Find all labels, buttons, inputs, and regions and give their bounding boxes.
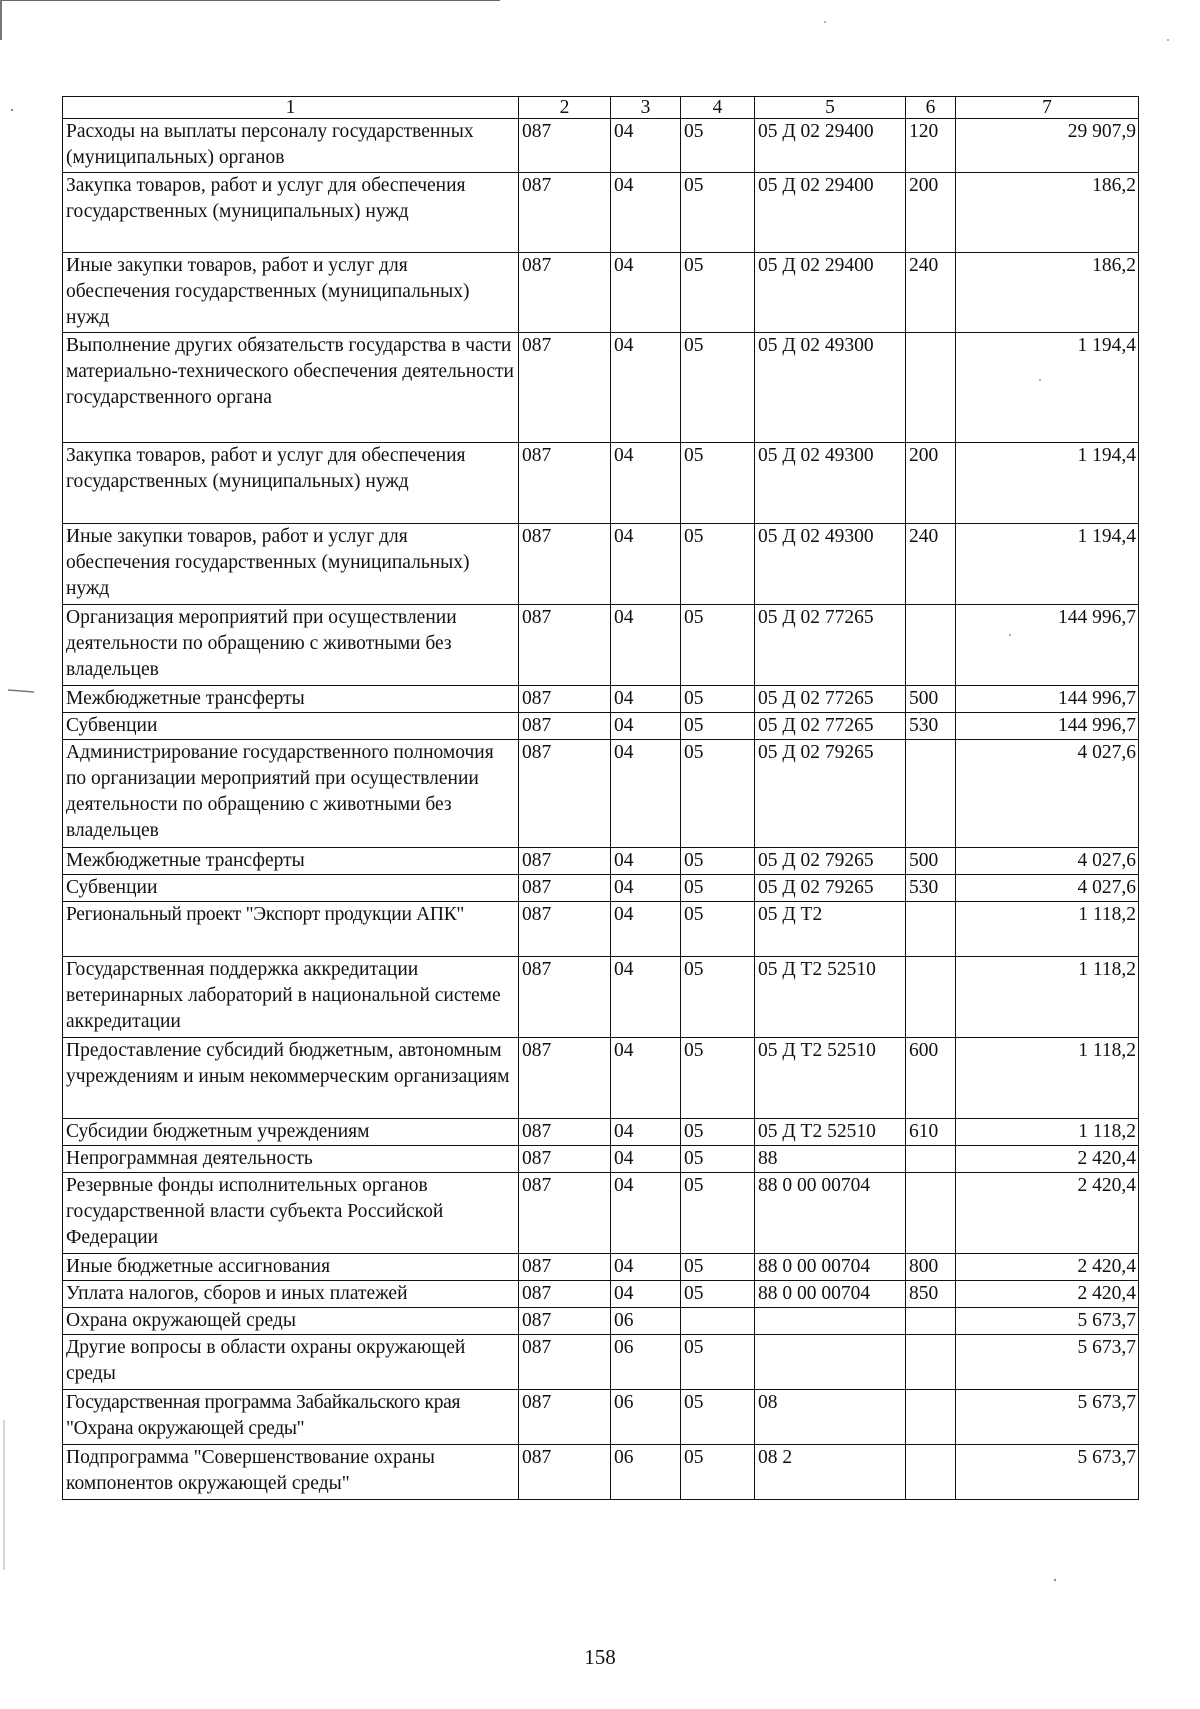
subsection-code-cell: 05 [681,1038,755,1119]
section-code-cell: 04 [611,333,681,443]
row-name-cell: Субвенции [63,875,519,902]
expense-type-cell [906,1390,956,1445]
ministry-code-cell: 087 [519,713,611,740]
table-row [63,173,1139,253]
expense-type-cell: 200 [906,443,956,524]
section-code-cell: 04 [611,524,681,605]
target-article-cell: 05 Д 02 49300 [755,524,906,605]
table-row [63,119,1139,173]
row-name-cell: Иные закупки товаров, работ и услуг для обеспечения государственных (муниципальных) нужд [63,524,519,605]
amount-cell: 1 194,4 [956,443,1139,524]
table-row [63,848,1139,875]
amount-cell: 2 420,4 [956,1173,1139,1254]
ministry-code-cell: 087 [519,957,611,1038]
table-row [63,1390,1139,1445]
amount-cell: 1 194,4 [956,333,1139,443]
row-name-cell: Субвенции [63,713,519,740]
row-name-cell: Резервные фонды исполнительных органов государственной власти субъекта Российской Федерации [63,1173,519,1254]
ministry-code-cell: 087 [519,848,611,875]
target-article-cell: 08 [755,1390,906,1445]
amount-cell: 186,2 [956,173,1139,253]
amount-cell: 5 673,7 [956,1445,1139,1500]
row-name-cell: Другие вопросы в области охраны окружающей среды [63,1335,519,1390]
subsection-code-cell: 05 [681,1335,755,1390]
expense-type-cell [906,902,956,957]
expense-type-cell: 240 [906,524,956,605]
amount-cell: 5 673,7 [956,1308,1139,1335]
amount-cell: 1 194,4 [956,524,1139,605]
target-article-cell [755,1308,906,1335]
expense-type-cell: 240 [906,253,956,333]
section-code-cell: 06 [611,1390,681,1445]
table-row [63,443,1139,524]
target-article-cell: 05 Д 02 29400 [755,253,906,333]
section-code-cell: 04 [611,119,681,173]
table-row [63,686,1139,713]
expense-type-cell [906,333,956,443]
row-name-cell: Межбюджетные трансферты [63,686,519,713]
row-name-cell: Охрана окружающей среды [63,1308,519,1335]
target-article-cell: 05 Д Т2 52510 [755,1119,906,1146]
row-name-cell: Региональный проект "Экспорт продукции АПК" [63,902,519,957]
table-row [63,957,1139,1038]
ministry-code-cell: 087 [519,1119,611,1146]
expense-type-cell [906,957,956,1038]
ministry-code-cell: 087 [519,1038,611,1119]
scan-speck [824,21,826,23]
subsection-code-cell: 05 [681,1445,755,1500]
row-name-cell: Подпрограмма "Совершенствование охраны компонентов окружающей среды" [63,1445,519,1500]
ministry-code-cell: 087 [519,902,611,957]
row-name-cell: Государственная поддержка аккредитации ветеринарных лабораторий в национальной системе аккредитации [63,957,519,1038]
table-row [63,1173,1139,1254]
amount-cell: 144 996,7 [956,713,1139,740]
expense-type-cell: 500 [906,686,956,713]
target-article-cell [755,1335,906,1390]
amount-cell: 144 996,7 [956,605,1139,686]
ministry-code-cell: 087 [519,875,611,902]
subsection-code-cell: 05 [681,1390,755,1445]
budget-table [62,96,1139,1500]
subsection-code-cell: 05 [681,1281,755,1308]
ministry-code-cell: 087 [519,740,611,848]
section-code-cell: 04 [611,686,681,713]
column-header: 4 [681,97,755,119]
target-article-cell: 05 Д 02 29400 [755,173,906,253]
target-article-cell: 05 Д 02 79265 [755,875,906,902]
expense-type-cell [906,1173,956,1254]
section-code-cell: 04 [611,713,681,740]
row-name-cell: Непрограммная деятельность [63,1146,519,1173]
subsection-code-cell: 05 [681,902,755,957]
row-name-cell: Иные бюджетные ассигнования [63,1254,519,1281]
target-article-cell: 05 Д Т2 52510 [755,1038,906,1119]
section-code-cell: 04 [611,848,681,875]
column-header: 1 [63,97,519,119]
amount-cell: 2 420,4 [956,1146,1139,1173]
section-code-cell: 04 [611,605,681,686]
column-header: 3 [611,97,681,119]
table-row [63,605,1139,686]
table-row [63,875,1139,902]
subsection-code-cell: 05 [681,1146,755,1173]
amount-cell: 4 027,6 [956,875,1139,902]
expense-type-cell [906,1146,956,1173]
row-name-cell: Администрирование государственного полномочия по организации мероприятий при осуществлении деятельности по обращению с животными без владельцев [63,740,519,848]
page-number: 158 [584,1645,616,1669]
section-code-cell: 06 [611,1335,681,1390]
amount-cell: 2 420,4 [956,1254,1139,1281]
column-header: 6 [906,97,956,119]
ministry-code-cell: 087 [519,524,611,605]
expense-type-cell [906,1308,956,1335]
ministry-code-cell: 087 [519,119,611,173]
subsection-code-cell: 05 [681,1254,755,1281]
section-code-cell: 04 [611,1119,681,1146]
section-code-cell: 04 [611,740,681,848]
row-name-cell: Межбюджетные трансферты [63,848,519,875]
target-article-cell: 05 Д 02 79265 [755,740,906,848]
table-row [63,333,1139,443]
ministry-code-cell: 087 [519,1390,611,1445]
section-code-cell: 04 [611,902,681,957]
expense-type-cell: 530 [906,713,956,740]
section-code-cell: 04 [611,443,681,524]
subsection-code-cell: 05 [681,333,755,443]
subsection-code-cell: 05 [681,1173,755,1254]
column-header: 5 [755,97,906,119]
table-row [63,1281,1139,1308]
target-article-cell: 05 Д 02 29400 [755,119,906,173]
amount-cell: 5 673,7 [956,1335,1139,1390]
row-name-cell: Предоставление субсидий бюджетным, автономным учреждениям и иным некоммерческим организациям [63,1038,519,1119]
section-code-cell: 04 [611,173,681,253]
subsection-code-cell: 05 [681,1119,755,1146]
target-article-cell: 05 Д 02 79265 [755,848,906,875]
target-article-cell: 08 2 [755,1445,906,1500]
amount-cell: 186,2 [956,253,1139,333]
expense-type-cell [906,1445,956,1500]
table-row [63,253,1139,333]
section-code-cell: 06 [611,1308,681,1335]
expense-type-cell: 530 [906,875,956,902]
subsection-code-cell [681,1308,755,1335]
amount-cell: 5 673,7 [956,1390,1139,1445]
ministry-code-cell: 087 [519,443,611,524]
table-row [63,713,1139,740]
target-article-cell: 88 0 00 00704 [755,1281,906,1308]
row-name-cell: Выполнение других обязательств государства в части материально-технического обеспечения деятельности государственного органа [63,333,519,443]
row-name-cell: Организация мероприятий при осуществлении деятельности по обращению с животными без владельцев [63,605,519,686]
expense-type-cell [906,605,956,686]
table-row [63,524,1139,605]
amount-cell: 4 027,6 [956,740,1139,848]
amount-cell: 4 027,6 [956,848,1139,875]
expense-type-cell: 200 [906,173,956,253]
amount-cell: 1 118,2 [956,957,1139,1038]
amount-cell: 1 118,2 [956,902,1139,957]
table-row [63,1119,1139,1146]
expense-type-cell: 600 [906,1038,956,1119]
target-article-cell: 05 Д Т2 52510 [755,957,906,1038]
subsection-code-cell: 05 [681,119,755,173]
subsection-code-cell: 05 [681,443,755,524]
target-article-cell: 05 Д Т2 [755,902,906,957]
section-code-cell: 04 [611,1254,681,1281]
table-row [63,740,1139,848]
subsection-code-cell: 05 [681,957,755,1038]
target-article-cell: 05 Д 02 49300 [755,333,906,443]
target-article-cell: 05 Д 02 77265 [755,605,906,686]
expense-type-cell [906,1335,956,1390]
subsection-code-cell: 05 [681,848,755,875]
table-header-row [63,97,1139,119]
scan-speck [1167,39,1169,41]
target-article-cell: 05 Д 02 77265 [755,713,906,740]
scan-speck [11,109,13,111]
ministry-code-cell: 087 [519,1308,611,1335]
ministry-code-cell: 087 [519,1335,611,1390]
section-code-cell: 04 [611,1281,681,1308]
amount-cell: 29 907,9 [956,119,1139,173]
page-edge-line [0,0,500,1]
ministry-code-cell: 087 [519,1173,611,1254]
column-header: 7 [956,97,1139,119]
amount-cell: 144 996,7 [956,686,1139,713]
table-row [63,1308,1139,1335]
subsection-code-cell: 05 [681,686,755,713]
row-name-cell: Уплата налогов, сборов и иных платежей [63,1281,519,1308]
expense-type-cell: 800 [906,1254,956,1281]
ministry-code-cell: 087 [519,1445,611,1500]
amount-cell: 1 118,2 [956,1119,1139,1146]
target-article-cell: 88 [755,1146,906,1173]
table-row [63,1254,1139,1281]
subsection-code-cell: 05 [681,524,755,605]
ministry-code-cell: 087 [519,605,611,686]
table-row [63,1445,1139,1500]
table-row [63,902,1139,957]
target-article-cell: 05 Д 02 77265 [755,686,906,713]
row-name-cell: Расходы на выплаты персоналу государственных (муниципальных) органов [63,119,519,173]
section-code-cell: 04 [611,957,681,1038]
page-edge-line [0,0,2,40]
table-row [63,1146,1139,1173]
target-article-cell: 88 0 00 00704 [755,1173,906,1254]
expense-type-cell: 120 [906,119,956,173]
row-name-cell: Иные закупки товаров, работ и услуг для обеспечения государственных (муниципальных) нужд [63,253,519,333]
amount-cell: 2 420,4 [956,1281,1139,1308]
expense-type-cell [906,740,956,848]
scan-speck [8,690,34,692]
target-article-cell: 05 Д 02 49300 [755,443,906,524]
scan-speck [1054,1579,1056,1581]
row-name-cell: Закупка товаров, работ и услуг для обеспечения государственных (муниципальных) нужд [63,173,519,253]
ministry-code-cell: 087 [519,173,611,253]
expense-type-cell: 500 [906,848,956,875]
ministry-code-cell: 087 [519,686,611,713]
section-code-cell: 06 [611,1445,681,1500]
ministry-code-cell: 087 [519,1281,611,1308]
expense-type-cell: 610 [906,1119,956,1146]
row-name-cell: Государственная программа Забайкальского края "Охрана окружающей среды" [63,1390,519,1445]
subsection-code-cell: 05 [681,875,755,902]
section-code-cell: 04 [611,1146,681,1173]
table-row [63,1038,1139,1119]
section-code-cell: 04 [611,875,681,902]
expense-type-cell: 850 [906,1281,956,1308]
subsection-code-cell: 05 [681,253,755,333]
subsection-code-cell: 05 [681,173,755,253]
ministry-code-cell: 087 [519,333,611,443]
table-row [63,1335,1139,1390]
amount-cell: 1 118,2 [956,1038,1139,1119]
ministry-code-cell: 087 [519,1146,611,1173]
target-article-cell: 88 0 00 00704 [755,1254,906,1281]
column-header: 2 [519,97,611,119]
section-code-cell: 04 [611,1038,681,1119]
subsection-code-cell: 05 [681,713,755,740]
section-code-cell: 04 [611,1173,681,1254]
row-name-cell: Субсидии бюджетным учреждениям [63,1119,519,1146]
ministry-code-cell: 087 [519,1254,611,1281]
ministry-code-cell: 087 [519,253,611,333]
section-code-cell: 04 [611,253,681,333]
subsection-code-cell: 05 [681,740,755,848]
row-name-cell: Закупка товаров, работ и услуг для обеспечения государственных (муниципальных) нужд [63,443,519,524]
subsection-code-cell: 05 [681,605,755,686]
